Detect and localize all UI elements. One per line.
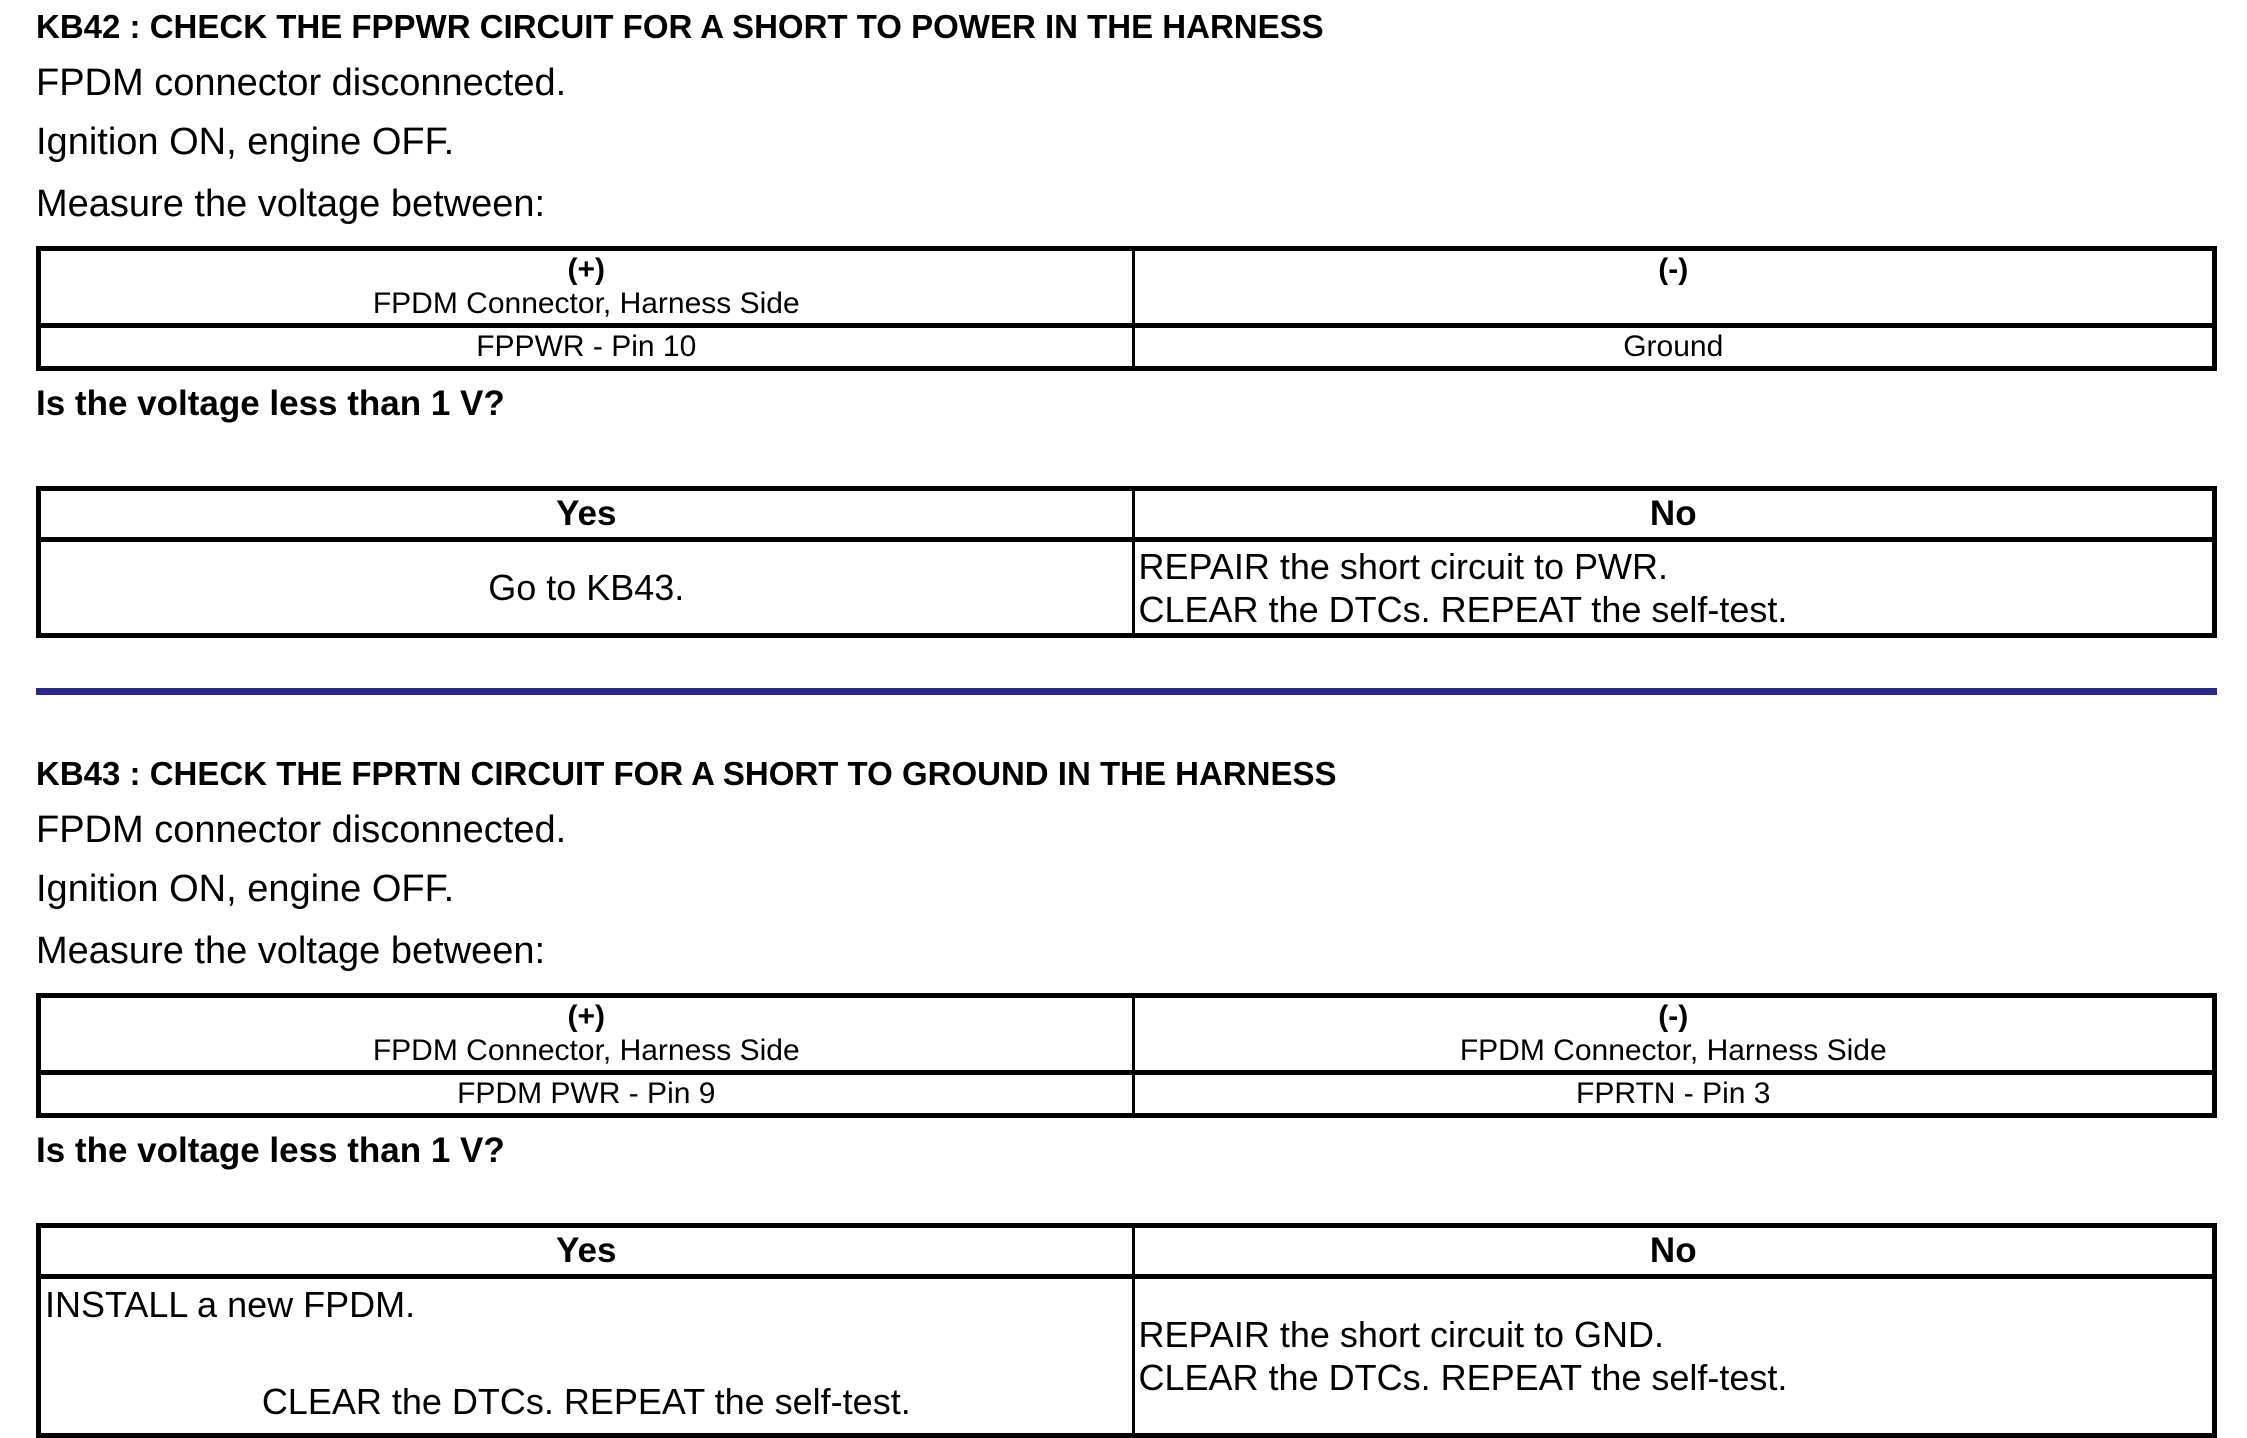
question-voltage-kb43: Is the voltage less than 1 V?	[36, 1131, 505, 1170]
positive-lead-header-cell	[39, 996, 1134, 1073]
decision-body-row	[39, 540, 2215, 636]
step-connector-disconnected: FPDM connector disconnected.	[36, 809, 567, 851]
negative-sign-label: (-)	[1658, 1000, 1689, 1033]
decision-header-row	[39, 489, 2215, 540]
no-result-cell	[1133, 540, 2214, 636]
measurement-header-row	[39, 249, 2215, 326]
no-header: No	[1133, 489, 2214, 540]
positive-sub-label: FPDM Connector, Harness Side	[372, 1034, 800, 1067]
step-measure-voltage: Measure the voltage between:	[36, 183, 546, 225]
positive-sign-label: (+)	[567, 1000, 605, 1033]
section-divider	[36, 688, 2217, 695]
negative-lead-header-cell	[1133, 249, 2214, 326]
decision-table-kb43	[36, 1223, 2217, 1438]
no-result-line: REPAIR the short circuit to GND.	[1138, 1314, 1664, 1355]
yes-result-cell	[39, 1277, 1134, 1436]
decision-body-row	[39, 1277, 2215, 1436]
yes-result-content	[41, 1279, 1132, 1433]
measurement-pin-row	[39, 1073, 2215, 1116]
no-result-line: REPAIR the short circuit to PWR.	[1138, 545, 1668, 587]
measurement-table-kb42	[36, 246, 2217, 371]
no-result-line: CLEAR the DTCs. REPEAT the self-test.	[1138, 1357, 1788, 1398]
no-result-cell	[1133, 1277, 2214, 1436]
measurement-pin-row	[39, 326, 2215, 369]
decision-table-kb42	[36, 486, 2217, 638]
step-ignition-on: Ignition ON, engine OFF.	[36, 121, 455, 163]
negative-pin-cell: FPRTN - Pin 3	[1133, 1073, 2214, 1116]
positive-sub-label: FPDM Connector, Harness Side	[372, 287, 800, 320]
yes-result-line: CLEAR the DTCs. REPEAT the self-test.	[261, 1381, 911, 1422]
positive-lead-header-cell	[39, 249, 1134, 326]
step-connector-disconnected: FPDM connector disconnected.	[36, 62, 567, 104]
step-ignition-on: Ignition ON, engine OFF.	[36, 868, 455, 910]
yes-result-line: INSTALL a new FPDM.	[45, 1284, 416, 1325]
positive-sign-label: (+)	[567, 253, 605, 286]
section-kb43	[36, 755, 2217, 1438]
section-title-kb43: KB43 : CHECK THE FPRTN CIRCUIT FOR A SHORT TO GROUND IN THE HARNESS	[36, 755, 1337, 792]
question-voltage-kb42: Is the voltage less than 1 V?	[36, 384, 505, 423]
yes-header: Yes	[39, 489, 1134, 540]
no-result-line: CLEAR the DTCs. REPEAT the self-test.	[1138, 588, 1788, 630]
no-header: No	[1133, 1226, 2214, 1277]
negative-lead-header-cell	[1133, 996, 2214, 1073]
section-title-kb42: KB42 : CHECK THE FPPWR CIRCUIT FOR A SHORT TO POWER IN THE HARNESS	[36, 8, 1324, 45]
negative-sign-label: (-)	[1658, 253, 1689, 286]
positive-pin-cell: FPDM PWR - Pin 9	[39, 1073, 1134, 1116]
measurement-header-row	[39, 996, 2215, 1073]
negative-sub-label: FPDM Connector, Harness Side	[1459, 1034, 1887, 1067]
yes-result-cell: Go to KB43.	[39, 540, 1134, 636]
negative-pin-cell: Ground	[1133, 326, 2214, 369]
measurement-table-kb43	[36, 993, 2217, 1118]
positive-pin-cell: FPPWR - Pin 10	[39, 326, 1134, 369]
step-measure-voltage: Measure the voltage between:	[36, 930, 546, 972]
section-kb42	[36, 8, 2217, 638]
yes-header: Yes	[39, 1226, 1134, 1277]
decision-header-row	[39, 1226, 2215, 1277]
